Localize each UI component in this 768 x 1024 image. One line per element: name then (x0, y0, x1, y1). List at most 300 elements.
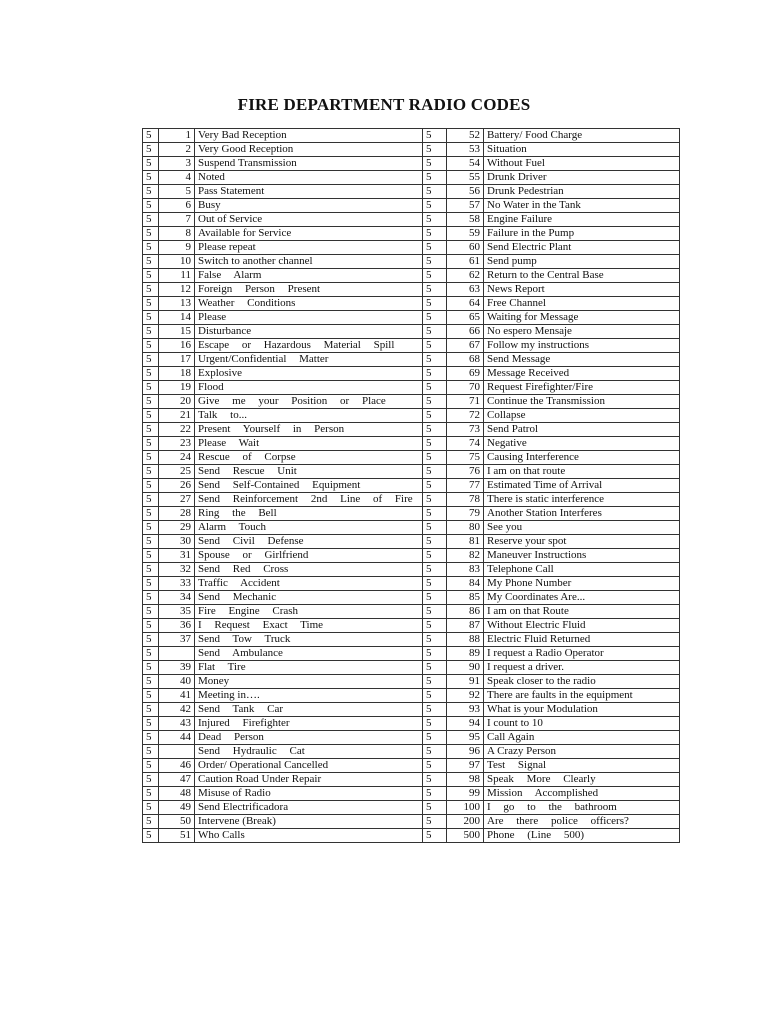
right-prefix: 5 (423, 675, 447, 689)
left-prefix: 5 (143, 815, 159, 829)
left-code: 13 (159, 297, 195, 311)
right-meaning: There is static interference (484, 493, 680, 507)
right-prefix: 5 (423, 717, 447, 731)
left-prefix: 5 (143, 381, 159, 395)
right-meaning: Reserve your spot (484, 535, 680, 549)
right-meaning: Call Again (484, 731, 680, 745)
left-code: 49 (159, 801, 195, 815)
left-prefix: 5 (143, 269, 159, 283)
left-prefix: 5 (143, 549, 159, 563)
left-prefix: 5 (143, 661, 159, 675)
left-meaning: Send Tow Truck (195, 633, 423, 647)
right-prefix: 5 (423, 157, 447, 171)
right-meaning: Battery/ Food Charge (484, 129, 680, 143)
left-meaning: Ring the Bell (195, 507, 423, 521)
right-meaning: Drunk Pedestrian (484, 185, 680, 199)
code-row (143, 437, 680, 451)
right-meaning: Send Patrol (484, 423, 680, 437)
left-prefix: 5 (143, 465, 159, 479)
right-code: 91 (447, 675, 484, 689)
code-row (143, 549, 680, 563)
right-prefix: 5 (423, 395, 447, 409)
left-meaning: Disturbance (195, 325, 423, 339)
left-meaning: Money (195, 675, 423, 689)
left-prefix: 5 (143, 325, 159, 339)
page-title: FIRE DEPARTMENT RADIO CODES (237, 95, 531, 114)
right-meaning: No espero Mensaje (484, 325, 680, 339)
right-meaning: Speak closer to the radio (484, 675, 680, 689)
left-prefix: 5 (143, 745, 159, 759)
code-row (143, 339, 680, 353)
right-meaning: Electric Fluid Returned (484, 633, 680, 647)
right-meaning: My Phone Number (484, 577, 680, 591)
right-code: 79 (447, 507, 484, 521)
right-prefix: 5 (423, 563, 447, 577)
left-code: 48 (159, 787, 195, 801)
code-row (143, 661, 680, 675)
right-code: 93 (447, 703, 484, 717)
right-prefix: 5 (423, 745, 447, 759)
right-code: 99 (447, 787, 484, 801)
left-prefix: 5 (143, 717, 159, 731)
right-prefix: 5 (423, 619, 447, 633)
code-row (143, 759, 680, 773)
code-row (143, 451, 680, 465)
right-meaning: Drunk Driver (484, 171, 680, 185)
left-code: 41 (159, 689, 195, 703)
right-code: 52 (447, 129, 484, 143)
right-meaning: Send Electric Plant (484, 241, 680, 255)
right-code: 67 (447, 339, 484, 353)
right-prefix: 5 (423, 773, 447, 787)
right-code: 85 (447, 591, 484, 605)
code-row (143, 297, 680, 311)
right-meaning: Maneuver Instructions (484, 549, 680, 563)
left-meaning: Send Reinforcement 2nd Line of Fire (195, 493, 423, 507)
left-code: 36 (159, 619, 195, 633)
right-prefix: 5 (423, 409, 447, 423)
right-prefix: 5 (423, 227, 447, 241)
code-row (143, 171, 680, 185)
right-meaning: No Water in the Tank (484, 199, 680, 213)
left-meaning: Pass Statement (195, 185, 423, 199)
left-prefix: 5 (143, 227, 159, 241)
right-meaning: Waiting for Message (484, 311, 680, 325)
right-code: 56 (447, 185, 484, 199)
right-code: 53 (447, 143, 484, 157)
right-meaning: My Coordinates Are... (484, 591, 680, 605)
right-code: 72 (447, 409, 484, 423)
code-row (143, 563, 680, 577)
code-row (143, 717, 680, 731)
left-prefix: 5 (143, 437, 159, 451)
left-code: 34 (159, 591, 195, 605)
right-code: 94 (447, 717, 484, 731)
right-code: 87 (447, 619, 484, 633)
right-code: 55 (447, 171, 484, 185)
right-prefix: 5 (423, 759, 447, 773)
code-row (143, 745, 680, 759)
right-meaning: I count to 10 (484, 717, 680, 731)
right-code: 63 (447, 283, 484, 297)
left-code: 9 (159, 241, 195, 255)
left-prefix: 5 (143, 283, 159, 297)
right-prefix: 5 (423, 311, 447, 325)
left-prefix: 5 (143, 367, 159, 381)
right-meaning: Free Channel (484, 297, 680, 311)
left-prefix: 5 (143, 353, 159, 367)
right-meaning: I go to the bathroom (484, 801, 680, 815)
left-code: 4 (159, 171, 195, 185)
right-meaning: News Report (484, 283, 680, 297)
left-prefix: 5 (143, 507, 159, 521)
left-meaning: Traffic Accident (195, 577, 423, 591)
left-meaning: Please Wait (195, 437, 423, 451)
left-prefix: 5 (143, 143, 159, 157)
right-prefix: 5 (423, 689, 447, 703)
left-meaning: Send Rescue Unit (195, 465, 423, 479)
right-prefix: 5 (423, 465, 447, 479)
left-code: 35 (159, 605, 195, 619)
left-meaning: Please repeat (195, 241, 423, 255)
left-meaning: False Alarm (195, 269, 423, 283)
right-meaning: Continue the Transmission (484, 395, 680, 409)
right-code: 80 (447, 521, 484, 535)
right-code: 77 (447, 479, 484, 493)
left-prefix: 5 (143, 423, 159, 437)
code-row (143, 801, 680, 815)
right-code: 89 (447, 647, 484, 661)
left-prefix: 5 (143, 675, 159, 689)
right-prefix: 5 (423, 577, 447, 591)
code-row (143, 325, 680, 339)
left-meaning: Flat Tire (195, 661, 423, 675)
left-meaning: Suspend Transmission (195, 157, 423, 171)
left-prefix: 5 (143, 563, 159, 577)
right-prefix: 5 (423, 367, 447, 381)
left-prefix: 5 (143, 297, 159, 311)
right-prefix: 5 (423, 451, 447, 465)
right-code: 54 (447, 157, 484, 171)
right-prefix: 5 (423, 801, 447, 815)
left-code: 17 (159, 353, 195, 367)
left-meaning: Available for Service (195, 227, 423, 241)
code-row (143, 689, 680, 703)
left-meaning: Injured Firefighter (195, 717, 423, 731)
right-prefix: 5 (423, 535, 447, 549)
left-meaning: Order/ Operational Cancelled (195, 759, 423, 773)
right-meaning: Phone (Line 500) (484, 829, 680, 843)
left-prefix: 5 (143, 759, 159, 773)
left-prefix: 5 (143, 395, 159, 409)
left-meaning: Intervene (Break) (195, 815, 423, 829)
code-row (143, 787, 680, 801)
left-prefix: 5 (143, 409, 159, 423)
left-code: 19 (159, 381, 195, 395)
code-row (143, 815, 680, 829)
code-row (143, 255, 680, 269)
code-row (143, 129, 680, 143)
code-row (143, 507, 680, 521)
left-code: 12 (159, 283, 195, 297)
right-meaning: There are faults in the equipment (484, 689, 680, 703)
right-code: 57 (447, 199, 484, 213)
left-code: 8 (159, 227, 195, 241)
code-row (143, 619, 680, 633)
code-row (143, 353, 680, 367)
left-prefix: 5 (143, 129, 159, 143)
right-meaning: Without Electric Fluid (484, 619, 680, 633)
right-meaning: A Crazy Person (484, 745, 680, 759)
right-code: 96 (447, 745, 484, 759)
left-meaning: Out of Service (195, 213, 423, 227)
right-code: 83 (447, 563, 484, 577)
right-prefix: 5 (423, 241, 447, 255)
left-code: 39 (159, 661, 195, 675)
left-code: 1 (159, 129, 195, 143)
right-code: 71 (447, 395, 484, 409)
left-prefix: 5 (143, 787, 159, 801)
left-prefix: 5 (143, 157, 159, 171)
left-meaning: Busy (195, 199, 423, 213)
left-meaning: Foreign Person Present (195, 283, 423, 297)
right-code: 70 (447, 381, 484, 395)
left-meaning: Talk to... (195, 409, 423, 423)
left-code: 2 (159, 143, 195, 157)
left-code (159, 647, 195, 661)
right-meaning: Request Firefighter/Fire (484, 381, 680, 395)
right-prefix: 5 (423, 129, 447, 143)
right-code: 88 (447, 633, 484, 647)
right-prefix: 5 (423, 479, 447, 493)
right-code: 81 (447, 535, 484, 549)
left-prefix: 5 (143, 773, 159, 787)
left-code: 20 (159, 395, 195, 409)
left-meaning: Very Bad Reception (195, 129, 423, 143)
code-row (143, 395, 680, 409)
right-meaning: Follow my instructions (484, 339, 680, 353)
left-prefix: 5 (143, 535, 159, 549)
code-row (143, 773, 680, 787)
right-meaning: Message Received (484, 367, 680, 381)
right-code: 74 (447, 437, 484, 451)
code-row (143, 731, 680, 745)
right-code: 60 (447, 241, 484, 255)
right-meaning: Estimated Time of Arrival (484, 479, 680, 493)
right-prefix: 5 (423, 255, 447, 269)
left-code: 37 (159, 633, 195, 647)
left-prefix: 5 (143, 577, 159, 591)
left-meaning: I Request Exact Time (195, 619, 423, 633)
left-prefix: 5 (143, 633, 159, 647)
left-meaning: Dead Person (195, 731, 423, 745)
left-code: 29 (159, 521, 195, 535)
code-row (143, 381, 680, 395)
left-code (159, 745, 195, 759)
right-code: 95 (447, 731, 484, 745)
code-row (143, 605, 680, 619)
code-row (143, 199, 680, 213)
left-meaning: Send Red Cross (195, 563, 423, 577)
code-row (143, 703, 680, 717)
code-row (143, 241, 680, 255)
code-row (143, 647, 680, 661)
left-prefix: 5 (143, 619, 159, 633)
right-prefix: 5 (423, 381, 447, 395)
left-prefix: 5 (143, 199, 159, 213)
left-meaning: Flood (195, 381, 423, 395)
right-prefix: 5 (423, 143, 447, 157)
right-code: 64 (447, 297, 484, 311)
code-row (143, 213, 680, 227)
left-code: 25 (159, 465, 195, 479)
code-row (143, 423, 680, 437)
right-code: 76 (447, 465, 484, 479)
right-meaning: Test Signal (484, 759, 680, 773)
left-code: 10 (159, 255, 195, 269)
left-code: 28 (159, 507, 195, 521)
left-meaning: Caution Road Under Repair (195, 773, 423, 787)
left-meaning: Send Civil Defense (195, 535, 423, 549)
right-meaning: Negative (484, 437, 680, 451)
right-prefix: 5 (423, 423, 447, 437)
right-meaning: Collapse (484, 409, 680, 423)
left-code: 51 (159, 829, 195, 843)
left-code: 24 (159, 451, 195, 465)
left-meaning: Send Electrificadora (195, 801, 423, 815)
left-code: 23 (159, 437, 195, 451)
left-prefix: 5 (143, 829, 159, 843)
right-meaning: Failure in the Pump (484, 227, 680, 241)
right-prefix: 5 (423, 731, 447, 745)
right-prefix: 5 (423, 437, 447, 451)
left-code: 22 (159, 423, 195, 437)
left-prefix: 5 (143, 241, 159, 255)
left-prefix: 5 (143, 171, 159, 185)
right-code: 97 (447, 759, 484, 773)
code-row (143, 535, 680, 549)
right-prefix: 5 (423, 353, 447, 367)
right-meaning: What is your Modulation (484, 703, 680, 717)
left-code: 32 (159, 563, 195, 577)
right-meaning: Are there police officers? (484, 815, 680, 829)
left-prefix: 5 (143, 213, 159, 227)
right-meaning: Send Message (484, 353, 680, 367)
right-meaning: Another Station Interferes (484, 507, 680, 521)
left-prefix: 5 (143, 605, 159, 619)
left-prefix: 5 (143, 479, 159, 493)
right-code: 100 (447, 801, 484, 815)
right-prefix: 5 (423, 815, 447, 829)
code-row (143, 185, 680, 199)
left-meaning: Present Yourself in Person (195, 423, 423, 437)
right-meaning: Situation (484, 143, 680, 157)
right-meaning: Send pump (484, 255, 680, 269)
left-meaning: Rescue of Corpse (195, 451, 423, 465)
left-prefix: 5 (143, 311, 159, 325)
right-code: 69 (447, 367, 484, 381)
right-prefix: 5 (423, 493, 447, 507)
right-code: 90 (447, 661, 484, 675)
left-meaning: Spouse or Girlfriend (195, 549, 423, 563)
right-meaning: I request a driver. (484, 661, 680, 675)
left-code: 7 (159, 213, 195, 227)
left-prefix: 5 (143, 451, 159, 465)
left-meaning: Urgent/Confidential Matter (195, 353, 423, 367)
right-meaning: Causing Interference (484, 451, 680, 465)
left-meaning: Explosive (195, 367, 423, 381)
left-prefix: 5 (143, 689, 159, 703)
left-prefix: 5 (143, 801, 159, 815)
left-code: 27 (159, 493, 195, 507)
code-row (143, 409, 680, 423)
right-meaning: Speak More Clearly (484, 773, 680, 787)
right-code: 73 (447, 423, 484, 437)
left-prefix: 5 (143, 647, 159, 661)
left-meaning: Alarm Touch (195, 521, 423, 535)
right-prefix: 5 (423, 213, 447, 227)
right-meaning: See you (484, 521, 680, 535)
right-code: 75 (447, 451, 484, 465)
left-code: 18 (159, 367, 195, 381)
right-meaning: I request a Radio Operator (484, 647, 680, 661)
right-prefix: 5 (423, 283, 447, 297)
right-prefix: 5 (423, 787, 447, 801)
left-code: 50 (159, 815, 195, 829)
left-code: 43 (159, 717, 195, 731)
left-meaning: Send Hydraulic Cat (195, 745, 423, 759)
right-code: 61 (447, 255, 484, 269)
left-code: 33 (159, 577, 195, 591)
radio-codes-body (143, 129, 680, 843)
left-prefix: 5 (143, 703, 159, 717)
left-code: 46 (159, 759, 195, 773)
left-prefix: 5 (143, 521, 159, 535)
right-code: 82 (447, 549, 484, 563)
code-row (143, 269, 680, 283)
right-code: 66 (447, 325, 484, 339)
left-meaning: Meeting in…. (195, 689, 423, 703)
right-prefix: 5 (423, 507, 447, 521)
left-meaning: Escape or Hazardous Material Spill (195, 339, 423, 353)
right-meaning: Return to the Central Base (484, 269, 680, 283)
code-row (143, 633, 680, 647)
left-meaning: Send Mechanic (195, 591, 423, 605)
left-code: 16 (159, 339, 195, 353)
left-meaning: Send Tank Car (195, 703, 423, 717)
right-meaning: Mission Accomplished (484, 787, 680, 801)
right-meaning: Telephone Call (484, 563, 680, 577)
right-meaning: Engine Failure (484, 213, 680, 227)
left-meaning: Weather Conditions (195, 297, 423, 311)
code-row (143, 493, 680, 507)
code-row (143, 465, 680, 479)
left-meaning: Send Self-Contained Equipment (195, 479, 423, 493)
left-meaning: Give me your Position or Place (195, 395, 423, 409)
code-row (143, 577, 680, 591)
left-prefix: 5 (143, 339, 159, 353)
right-prefix: 5 (423, 703, 447, 717)
left-meaning: Who Calls (195, 829, 423, 843)
right-prefix: 5 (423, 829, 447, 843)
code-row (143, 367, 680, 381)
code-row (143, 829, 680, 843)
left-code: 21 (159, 409, 195, 423)
left-meaning: Misuse of Radio (195, 787, 423, 801)
left-code: 42 (159, 703, 195, 717)
right-code: 65 (447, 311, 484, 325)
left-code: 31 (159, 549, 195, 563)
